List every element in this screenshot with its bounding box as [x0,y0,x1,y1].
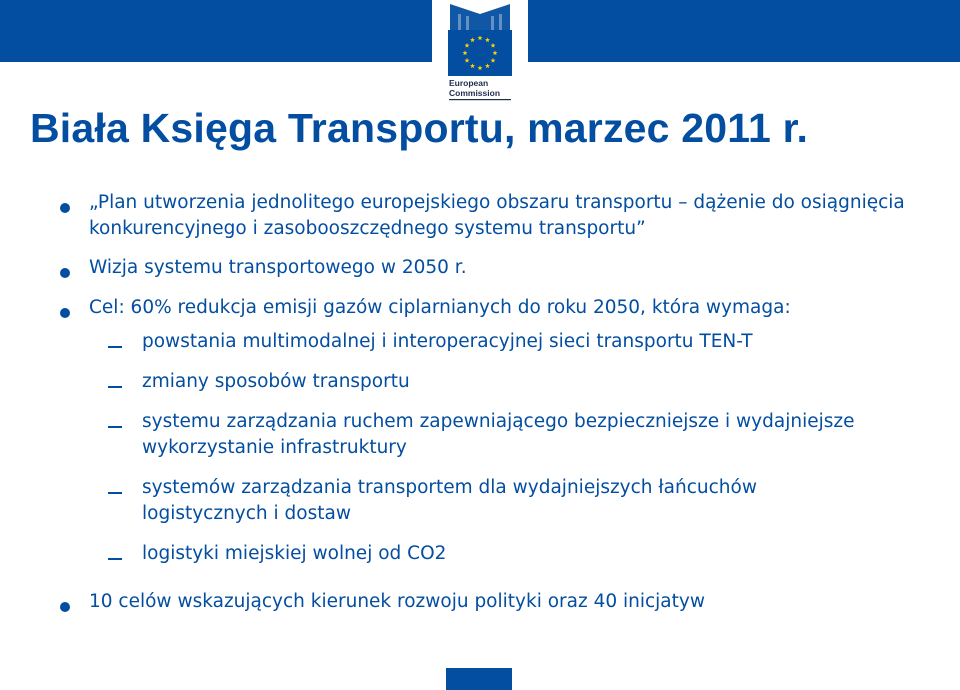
page-title: Biała Księga Transportu, marzec 2011 r. [30,105,809,151]
footer-tab [446,668,512,690]
bullet-text: Wizja systemu transportowego w 2050 r. [89,257,467,278]
dash-icon [108,426,122,428]
dash-icon [108,386,122,388]
sub-bullet-text: powstania multimodalnej i interoperacyjnej sieci transportu TEN-T [142,331,753,352]
sub-bullet-text: systemów zarządzania transportem dla wydajniejszych łańcuchów logistycznych i dostaw [142,477,757,524]
dash-icon [108,558,122,560]
sub-bullet-text: logistyki miejskiej wolnej od CO2 [142,543,447,564]
bullet-icon [60,308,70,318]
logo-text-line2: Commission [449,88,501,98]
dash-icon [108,492,122,494]
dash-icon [108,346,122,348]
bullet-icon [60,203,70,213]
sub-bullet-text: systemu zarządzania ruchem zapewniającego bezpieczniejsze i wydajniejsze wykorzystanie infrastruktury [142,411,855,458]
logo-text-line1: European [449,78,489,88]
sub-bullet-text: zmiany sposobów transportu [142,371,410,392]
bullet-icon [60,268,70,278]
bullet-icon [60,602,70,612]
bullet-text: 10 celów wskazujących kierunek rozwoju polityki oraz 40 inicjatyw [89,591,705,612]
bullet-text: „Plan utworzenia jednolitego europejskiego obszaru transportu – dążenie do osiągnięcia konkurencyjnego i zasobooszczędnego systemu transportu” [89,192,905,239]
bullet-text: Cel: 60% redukcja emisji gazów ciplarnianych do roku 2050, która wymaga: [89,297,791,318]
